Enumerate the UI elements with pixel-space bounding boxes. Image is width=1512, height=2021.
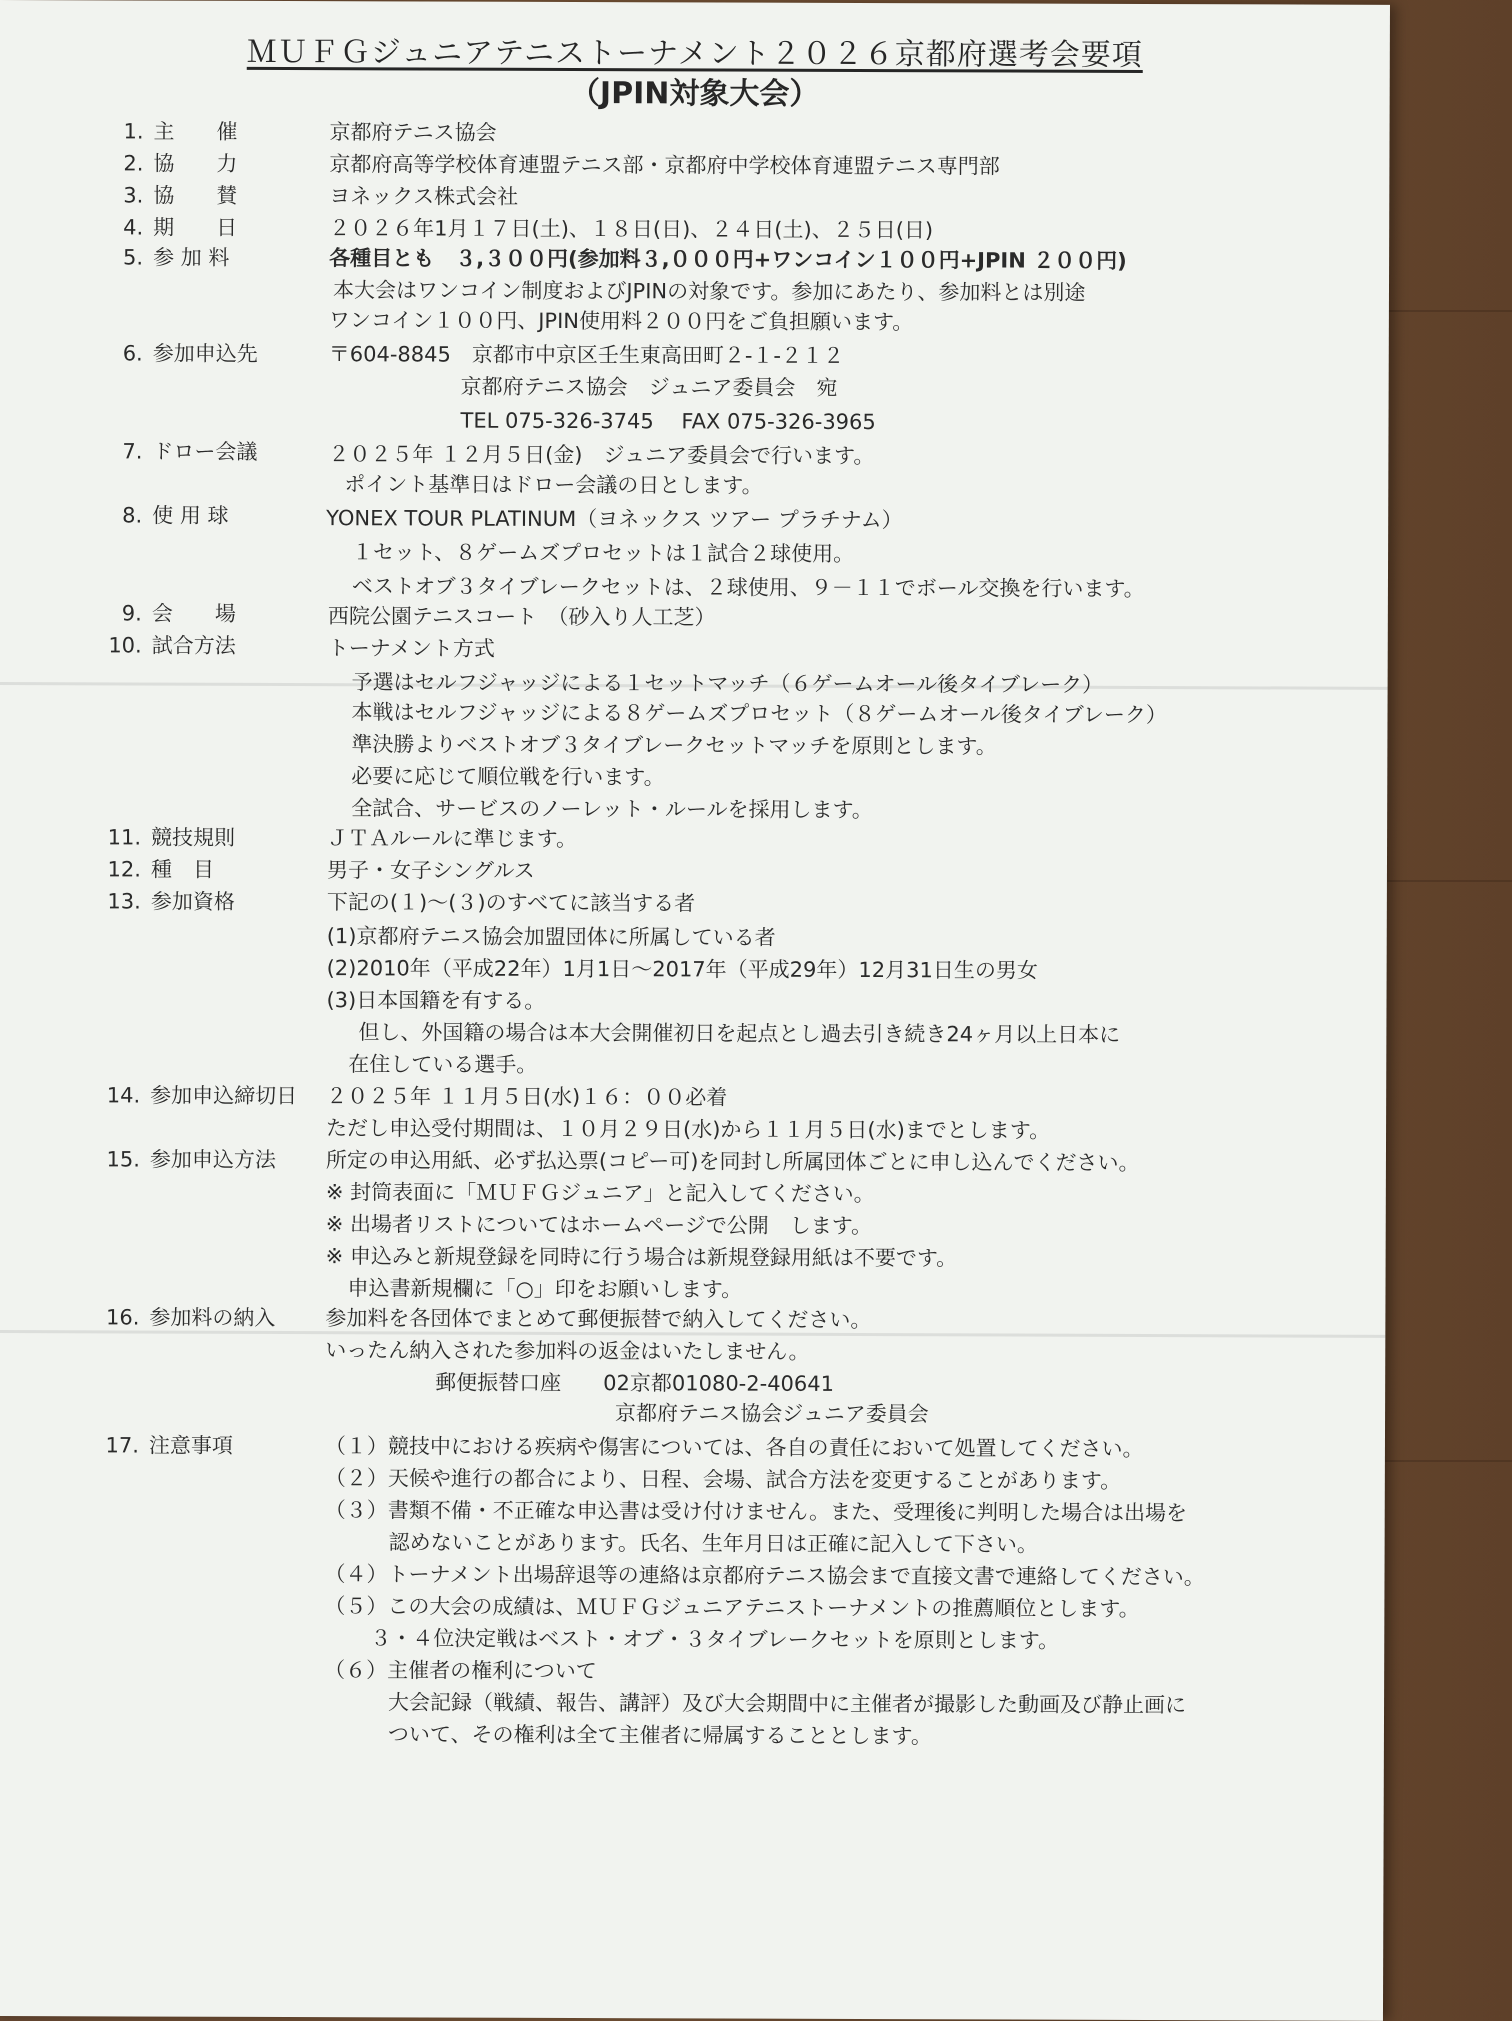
document-subtitle: （JPIN対象大会） bbox=[569, 75, 820, 112]
section-text: ※ 申込みと新規登録を同時に行う場合は新規登録用紙は不要です。 bbox=[325, 1244, 958, 1271]
section-text: 全試合、サービスのノーレット・ルールを採用します。 bbox=[351, 796, 873, 823]
section-text: 必要に応じて順位戦を行います。 bbox=[351, 764, 665, 790]
section-text: 下記の(１)～(３)のすべてに該当する者 bbox=[326, 890, 696, 916]
section-text: 本戦はセルフジャッジによる８ゲームズプロセット（８ゲームオール後タイブレーク） bbox=[351, 700, 1167, 728]
section-text: 京都府テニス協会ジュニア委員会 bbox=[615, 1401, 929, 1427]
section-label: 1. 主 催 bbox=[123, 119, 238, 144]
section-text: いったん納入された参加料の返金はいたしません。 bbox=[325, 1338, 810, 1364]
section-label: 3. 協 賛 bbox=[123, 183, 238, 208]
section-label: 9. 会 場 bbox=[121, 601, 236, 626]
section-text: (1)京都府テニス協会加盟団体に所属している者 bbox=[326, 924, 776, 950]
section-text: YONEX TOUR PLATINUM（ヨネックス ツアー プラチナム） bbox=[326, 506, 903, 533]
section-text: ワンコイン１００円、JPIN使用料２００円をご負担願います。 bbox=[328, 308, 914, 335]
section-label: 6. 参加申込先 bbox=[122, 341, 258, 366]
section-text: ３・４位決定戦はベスト・オブ・３タイブレークセットを原則とします。 bbox=[370, 1626, 1060, 1653]
document-title: ＭＵＦＧジュニアテニストーナメント２０２６京都府選考会要項 bbox=[246, 34, 1143, 73]
section-text: ※ 封筒表面に「ＭＵＦＧジュニア」と記入してください。 bbox=[325, 1180, 875, 1207]
section-text: 準決勝よりベストオブ３タイブレークセットマッチを原則とします。 bbox=[351, 732, 997, 759]
section-label: 13. 参加資格 bbox=[107, 889, 235, 914]
section-text: 在住している選手。 bbox=[348, 1052, 538, 1077]
section-label: 5. 参 加 料 bbox=[123, 245, 230, 270]
section-text: 男子・女子シングルス bbox=[326, 858, 535, 883]
section-label: 2. 協 力 bbox=[123, 151, 238, 176]
section-text: １セット、８ゲームズプロセットは１試合２球使用。 bbox=[352, 540, 855, 566]
section-text: 本大会はワンコイン制度およびJPINの対象です。参加にあたり、参加料とは別途 bbox=[332, 278, 1086, 305]
section-text: ただし申込受付期間は、１０月２９日(水)から１１月５日(水)までとします。 bbox=[326, 1116, 1051, 1143]
section-text: 但し、外国籍の場合は本大会開催初日を起点とし過去引き続き24ヶ月以上日本に bbox=[358, 1020, 1121, 1047]
section-text: （１）競技中における疾病や傷害については、各自の責任において処置してください。 bbox=[324, 1434, 1144, 1462]
section-label: 10. 試合方法 bbox=[108, 633, 236, 658]
section-label: 14. 参加申込締切日 bbox=[106, 1083, 298, 1109]
section-text: TEL 075-326-3745 FAX 075-326-3965 bbox=[460, 408, 876, 435]
section-label: 4. 期 日 bbox=[123, 215, 238, 240]
section-text: ＪＴＡルールに準じます。 bbox=[327, 826, 578, 852]
section-text: ２０２６年1月１７日(土)、１８日(日)、２４日(土)、２５日(日) bbox=[329, 216, 934, 243]
section-text: 予選はセルフジャッジによる１セットマッチ（６ゲームオール後タイブレーク） bbox=[351, 670, 1104, 697]
section-text: ２０２５年 １２月５日(金) ジュニア委員会で行います。 bbox=[328, 442, 875, 469]
section-text: 西院公園テニスコート （砂入り人工芝） bbox=[327, 604, 716, 630]
section-text: 各種目とも ３,３００円(参加料３,０００円+ワンコイン１００円+JPIN ２００円) bbox=[329, 246, 1127, 273]
section-label: 8. 使 用 球 bbox=[122, 503, 229, 528]
section-label: 15. 参加申込方法 bbox=[106, 1147, 276, 1172]
section-text: 大会記録（戦績、報告、講評）及び大会期間中に主催者が撮影した動画及び静止画に bbox=[388, 1690, 1187, 1718]
section-text: 申込書新規欄に「○」印をお願いします。 bbox=[347, 1276, 743, 1302]
section-text: ベストオブ３タイブレークセットは、２球使用、９－１１でボール交換を行います。 bbox=[351, 574, 1145, 601]
section-text: 京都府高等学校体育連盟テニス部・京都府中学校体育連盟テニス専門部 bbox=[329, 152, 1000, 179]
section-text: 参加料を各団体でまとめて郵便振替で納入してください。 bbox=[325, 1306, 872, 1333]
section-text: （４）トーナメント出場辞退等の連絡は京都府テニス協会まで直接文書で連絡してください。 bbox=[324, 1562, 1205, 1590]
section-text: 京都府テニス協会 bbox=[329, 120, 497, 145]
section-text: ２０２５年 １１月５日(水)１６：００必着 bbox=[326, 1084, 728, 1110]
section-text: 京都府テニス協会 ジュニア委員会 宛 bbox=[460, 374, 838, 400]
section-text: (2)2010年（平成22年）1月1日～2017年（平成29年）12月31日生の男女 bbox=[326, 956, 1038, 983]
section-text: 所定の申込用紙、必ず払込票(コピー可)を同封し所属団体ごとに申し込んでください。 bbox=[325, 1148, 1140, 1175]
section-text: ヨネックス株式会社 bbox=[329, 184, 519, 209]
section-text: （５）この大会の成績は、ＭＵＦＧジュニアテニストーナメントの推薦順位とします。 bbox=[324, 1594, 1140, 1621]
section-text: ついて、その権利は全て主催者に帰属することとします。 bbox=[387, 1722, 932, 1749]
section-label: 16. 参加料の納入 bbox=[105, 1305, 276, 1330]
section-text: (3)日本国籍を有する。 bbox=[326, 988, 546, 1013]
section-label: 12. 種 目 bbox=[107, 857, 215, 882]
section-label: 11. 競技規則 bbox=[107, 825, 236, 850]
section-text: 〒604-8845 京都市中京区壬生東高田町２-１-２１２ bbox=[328, 342, 845, 368]
section-text: ※ 出場者リストについてはホームページで公開 します。 bbox=[325, 1212, 873, 1239]
section-text: 認めないことがあります。氏名、生年月日は正確に記入して下さい。 bbox=[388, 1530, 1038, 1557]
section-text: ポイント基準日はドロー会議の日とします。 bbox=[344, 472, 763, 498]
section-text: （３）書類不備・不正確な申込書は受け付けません。また、受理後に判明した場合は出場を bbox=[324, 1498, 1188, 1526]
section-text: トーナメント方式 bbox=[327, 636, 495, 661]
section-text: （６）主催者の権利について bbox=[324, 1658, 597, 1684]
section-label: 7. ドロー会議 bbox=[122, 439, 258, 464]
section-text: （２）天候や進行の都合により、日程、会場、試合方法を変更することがあります。 bbox=[324, 1466, 1122, 1493]
section-text: 郵便振替口座 02京都01080-2-40641 bbox=[435, 1370, 835, 1396]
section-label: 17. 注意事項 bbox=[105, 1433, 233, 1458]
